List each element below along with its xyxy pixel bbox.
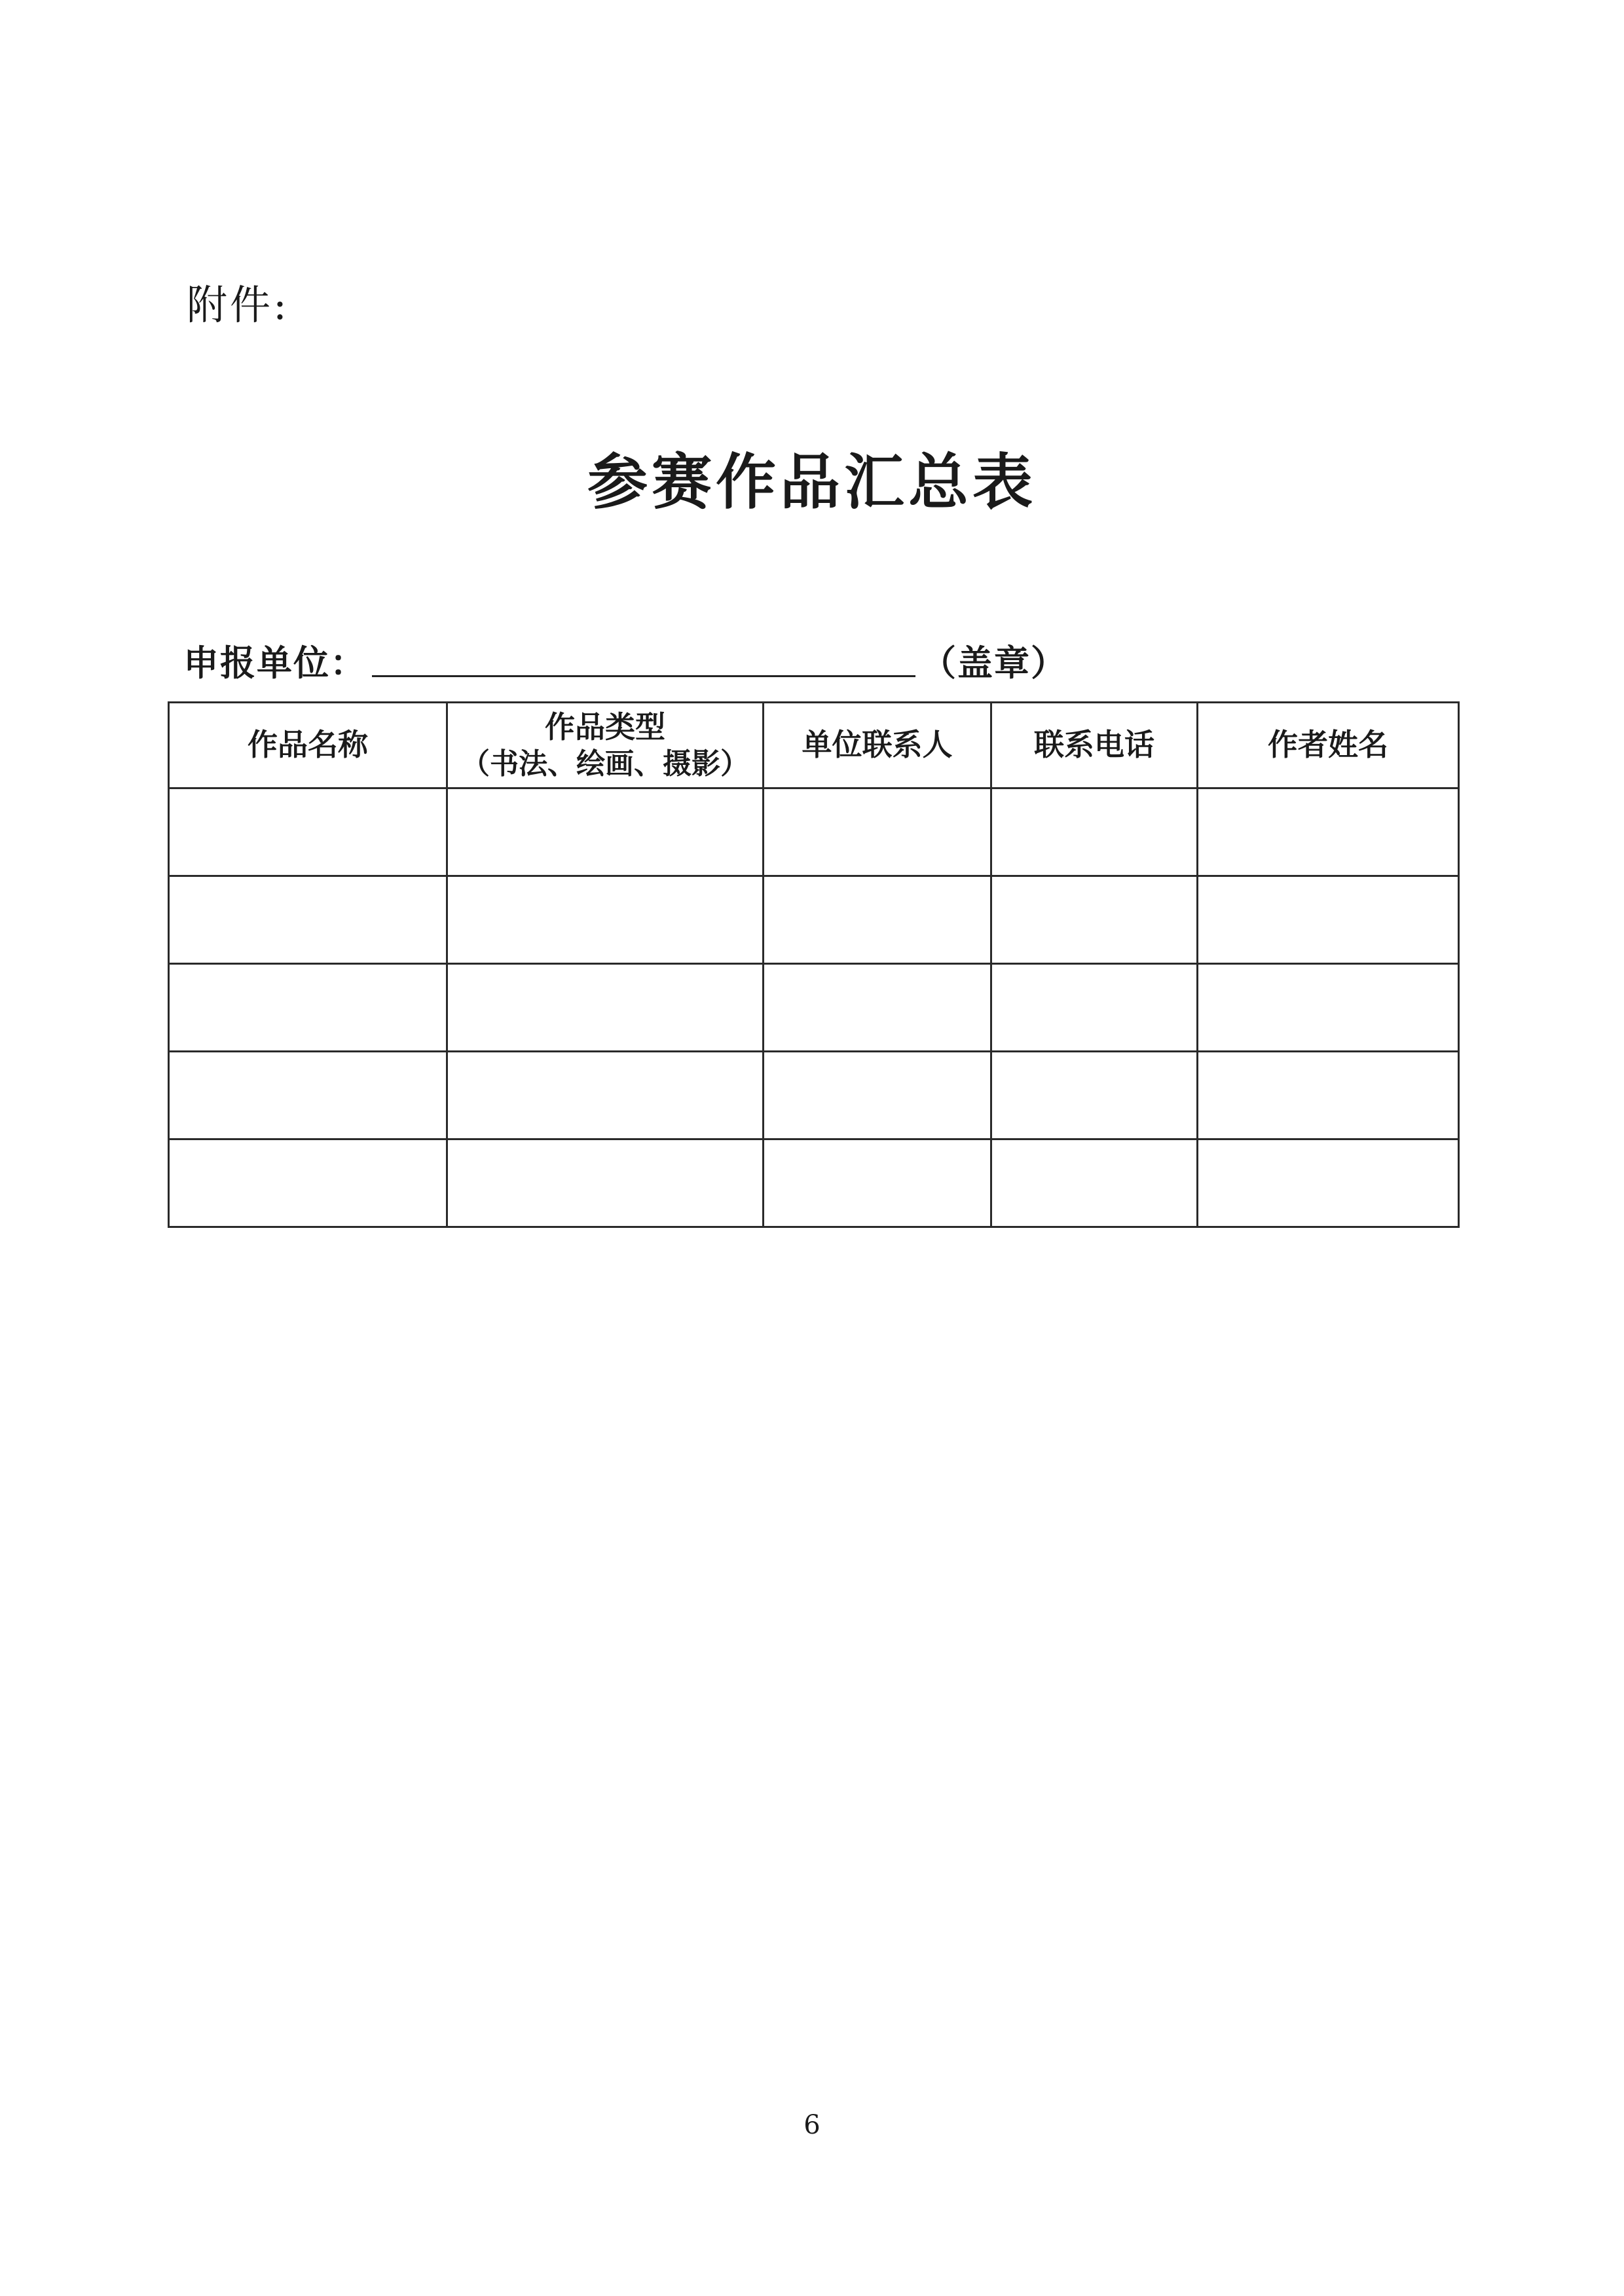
page-number: 6 bbox=[803, 2110, 821, 2140]
header-work-type-label: 作品类型 bbox=[545, 709, 665, 745]
header-contact-person-label: 单位联系人 bbox=[802, 727, 953, 763]
page-title: 参赛作品汇总表 bbox=[587, 447, 1037, 517]
table-cell[interactable] bbox=[1198, 788, 1459, 876]
table-cell[interactable] bbox=[1198, 1139, 1459, 1227]
table-cell[interactable] bbox=[169, 1139, 447, 1227]
reporting-unit-blank[interactable] bbox=[372, 649, 915, 677]
table-row bbox=[169, 788, 1459, 876]
table-cell[interactable] bbox=[447, 1139, 764, 1227]
table-cell[interactable] bbox=[1198, 964, 1459, 1052]
header-phone bbox=[991, 703, 1198, 788]
table-cell[interactable] bbox=[447, 964, 764, 1052]
table-cell[interactable] bbox=[764, 1052, 991, 1139]
table-cell[interactable] bbox=[447, 876, 764, 964]
table-cell[interactable] bbox=[764, 876, 991, 964]
table-cell[interactable] bbox=[764, 964, 991, 1052]
summary-table bbox=[168, 701, 1460, 1228]
table-cell[interactable] bbox=[991, 964, 1198, 1052]
table-cell[interactable] bbox=[1198, 1052, 1459, 1139]
table-cell[interactable] bbox=[169, 1052, 447, 1139]
reporting-unit-label: 申报单位： bbox=[183, 642, 367, 684]
table-row bbox=[169, 1139, 1459, 1227]
table-cell[interactable] bbox=[991, 1052, 1198, 1139]
table-cell[interactable] bbox=[991, 788, 1198, 876]
seal-note: （盖章） bbox=[921, 642, 1067, 684]
table-cell[interactable] bbox=[991, 1139, 1198, 1227]
reporting-unit-row bbox=[183, 635, 1067, 684]
table-header-row bbox=[169, 703, 1459, 788]
table-cell[interactable] bbox=[169, 964, 447, 1052]
table-cell[interactable] bbox=[1198, 876, 1459, 964]
table-cell[interactable] bbox=[169, 788, 447, 876]
table-cell[interactable] bbox=[169, 876, 447, 964]
header-author-name bbox=[1198, 703, 1459, 788]
header-contact-person bbox=[764, 703, 991, 788]
table-cell[interactable] bbox=[764, 788, 991, 876]
header-work-type bbox=[447, 703, 764, 788]
header-phone-label: 联系电话 bbox=[1034, 727, 1154, 763]
table-cell[interactable] bbox=[447, 1052, 764, 1139]
header-work-name-label: 作品名称 bbox=[248, 727, 368, 763]
table-row bbox=[169, 876, 1459, 964]
header-work-type-note: （书法、绘画、摄影） bbox=[461, 747, 749, 781]
table-cell[interactable] bbox=[764, 1139, 991, 1227]
table-row bbox=[169, 964, 1459, 1052]
table-row bbox=[169, 1052, 1459, 1139]
table-cell[interactable] bbox=[447, 788, 764, 876]
table-cell[interactable] bbox=[991, 876, 1198, 964]
header-work-name bbox=[169, 703, 447, 788]
header-author-name-label: 作者姓名 bbox=[1268, 727, 1388, 763]
attachment-label: 附件: bbox=[187, 281, 289, 329]
